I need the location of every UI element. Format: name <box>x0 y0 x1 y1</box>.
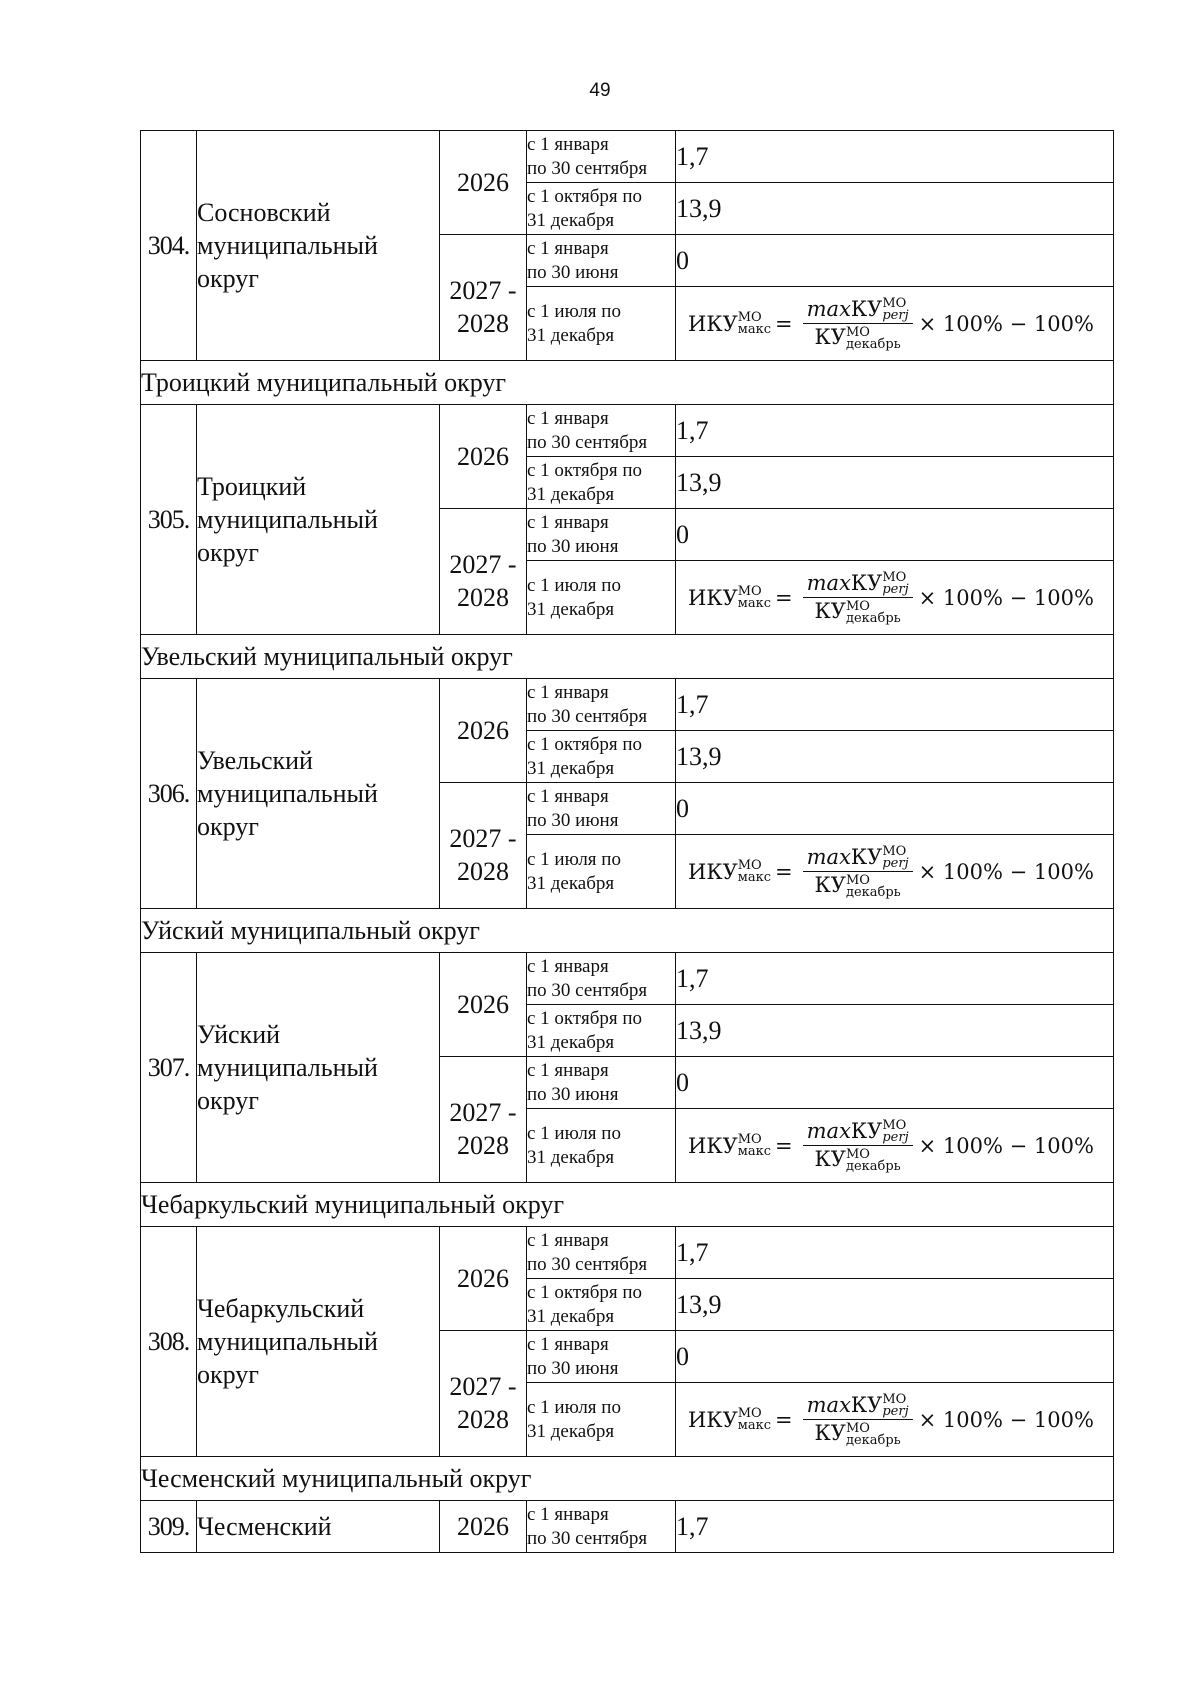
formula-lhs <box>688 1405 772 1433</box>
formula-lhs <box>688 1131 772 1159</box>
formula-lhs-symbol: ИКУ <box>688 859 738 884</box>
period-cell <box>527 1383 676 1457</box>
table-row <box>141 1501 1114 1553</box>
formula-cell <box>676 835 1114 909</box>
text-line: с 1 января <box>527 407 609 429</box>
formula-sup: МО <box>845 1420 870 1436</box>
text-line: по 30 сентября <box>527 431 648 453</box>
value-cell: 13,9 <box>676 731 1114 783</box>
formula-lhs-indices <box>737 583 772 611</box>
formula-max: max <box>806 570 851 595</box>
value-cell: 1,7 <box>676 1227 1114 1279</box>
text-line: с 1 января <box>527 785 609 807</box>
section-title: Увельский муниципальный округ <box>141 635 1114 679</box>
formula-lhs <box>688 857 772 885</box>
text-line: округ <box>197 264 259 293</box>
text-line: с 1 января <box>527 955 609 977</box>
value-cell: 13,9 <box>676 1279 1114 1331</box>
text-line: с 1 октября по <box>527 459 643 481</box>
row-number: 308. <box>141 1227 197 1457</box>
text-line: 2028 <box>457 1405 509 1434</box>
section-title: Чесменский муниципальный округ <box>141 1457 1114 1501</box>
max-index-formula <box>676 845 1113 899</box>
formula-denominator-indices <box>845 598 901 626</box>
formula-fraction <box>803 845 913 899</box>
value-cell: 0 <box>676 509 1114 561</box>
formula-numerator-indices <box>882 298 908 322</box>
formula-cell <box>676 1383 1114 1457</box>
row-number: 304. <box>141 131 197 361</box>
formula-sub: декабрь <box>845 1158 901 1174</box>
text-line: 2027 - <box>449 824 517 853</box>
text-line: по 30 сентября <box>527 705 648 727</box>
text-line: 2027 - <box>449 1372 517 1401</box>
period-cell <box>527 1057 676 1109</box>
text-line: Чебаркульский <box>197 1294 365 1323</box>
formula-lhs-indices <box>737 309 772 337</box>
formula-sup: МО <box>845 1146 870 1162</box>
period-cell <box>527 561 676 635</box>
text-line: с 1 января <box>527 681 609 703</box>
period-cell <box>527 679 676 731</box>
text-line: с 1 октября по <box>527 733 643 755</box>
text-line: с 1 января <box>527 511 609 533</box>
text-line: с 1 января <box>527 1503 609 1525</box>
formula-sup: МО <box>845 598 870 614</box>
row-number: 307. <box>141 953 197 1183</box>
period-cell <box>527 183 676 235</box>
max-index-formula <box>676 297 1113 351</box>
text-line: 31 декабря <box>527 1305 615 1327</box>
formula-denominator <box>815 598 901 625</box>
formula-ku: КУ <box>814 325 846 349</box>
table-row <box>141 1227 1114 1279</box>
formula-sub: perj <box>882 1130 909 1145</box>
tariff-index-table <box>140 130 1114 1553</box>
value-cell: 1,7 <box>676 131 1114 183</box>
text-line: 2027 - <box>449 276 517 305</box>
formula-ku: КУ <box>850 1118 883 1143</box>
text-line: Уйский <box>197 1020 281 1049</box>
text-line: с 1 января <box>527 1229 609 1251</box>
period-cell <box>527 731 676 783</box>
formula-fraction <box>803 297 913 351</box>
formula-sup: МО <box>845 324 870 340</box>
text-line: по 30 июня <box>527 1357 619 1379</box>
text-line: 31 декабря <box>527 598 615 620</box>
formula-rhs: × 100% − 100% <box>918 311 1094 336</box>
period-cell <box>527 1279 676 1331</box>
formula-ku: КУ <box>814 1147 846 1171</box>
period-cell <box>527 1109 676 1183</box>
period-cell <box>527 953 676 1005</box>
text-line: 2028 <box>457 857 509 886</box>
formula-denominator <box>815 872 901 899</box>
year-cell: 2026 <box>440 405 527 509</box>
text-line: с 1 января <box>527 1059 609 1081</box>
value-cell: 1,7 <box>676 1501 1114 1553</box>
text-line: 2027 - <box>449 1098 517 1127</box>
municipality-name <box>197 131 440 361</box>
text-line: с 1 января <box>527 237 609 259</box>
text-line: муниципальный <box>197 1053 378 1082</box>
period-cell <box>527 287 676 361</box>
formula-ku: КУ <box>850 844 883 869</box>
text-line: по 30 июня <box>527 535 619 557</box>
text-line: по 30 сентября <box>527 979 648 1001</box>
formula-sup: МО <box>737 1131 762 1147</box>
formula-sup: МО <box>882 296 907 311</box>
municipality-name <box>197 405 440 635</box>
period-cell <box>527 235 676 287</box>
formula-sub: perj <box>882 308 909 323</box>
formula-denominator <box>815 324 901 351</box>
text-line: Сосновский <box>197 198 331 227</box>
formula-denominator <box>815 1420 901 1447</box>
max-index-formula <box>676 571 1113 625</box>
formula-numerator <box>803 297 913 325</box>
text-line: по 30 сентября <box>527 157 648 179</box>
formula-sup: МО <box>882 1118 907 1133</box>
text-line: 2028 <box>457 1131 509 1160</box>
formula-sub: perj <box>882 856 909 871</box>
year-cell: 2026 <box>440 953 527 1057</box>
text-line: Троицкий <box>197 472 307 501</box>
text-line: 31 декабря <box>527 1420 615 1442</box>
period-cell <box>527 509 676 561</box>
formula-rhs: × 100% − 100% <box>918 585 1094 610</box>
formula-numerator-indices <box>882 1120 908 1144</box>
formula-lhs-symbol: ИКУ <box>688 1407 738 1432</box>
max-index-formula <box>676 1119 1113 1173</box>
formula-denominator <box>815 1146 901 1173</box>
text-line: с 1 января <box>527 1333 609 1355</box>
text-line: 31 декабря <box>527 324 615 346</box>
formula-lhs <box>688 583 772 611</box>
formula-numerator-indices <box>882 846 908 870</box>
formula-equals: = <box>775 585 793 610</box>
text-line: с 1 октября по <box>527 1007 643 1029</box>
year-range-cell <box>440 1331 527 1457</box>
year-range-cell <box>440 783 527 909</box>
formula-lhs-indices <box>737 1405 772 1433</box>
formula-ku: КУ <box>814 873 846 897</box>
text-line: округ <box>197 1086 259 1115</box>
period-cell <box>527 835 676 909</box>
formula-lhs-symbol: ИКУ <box>688 1133 738 1158</box>
period-cell <box>527 1501 676 1553</box>
formula-numerator-indices <box>882 1394 908 1418</box>
period-cell <box>527 783 676 835</box>
text-line: муниципальный <box>197 231 378 260</box>
formula-max: max <box>806 844 851 869</box>
text-line: по 30 сентября <box>527 1527 648 1549</box>
text-line: 2027 - <box>449 550 517 579</box>
formula-equals: = <box>775 311 793 336</box>
year-cell: 2026 <box>440 1501 527 1553</box>
formula-rhs: × 100% − 100% <box>918 1407 1094 1432</box>
year-range-cell <box>440 509 527 635</box>
formula-numerator <box>803 1119 913 1147</box>
period-cell <box>527 1227 676 1279</box>
section-header-row <box>141 635 1114 679</box>
row-number: 309. <box>141 1501 197 1553</box>
value-cell: 0 <box>676 783 1114 835</box>
text-line: по 30 июня <box>527 1083 619 1105</box>
formula-sub: макс <box>737 595 772 611</box>
formula-sup: МО <box>882 1392 907 1407</box>
text-line: муниципальный <box>197 505 378 534</box>
formula-sup: МО <box>737 857 762 873</box>
table-row <box>141 131 1114 183</box>
period-cell <box>527 131 676 183</box>
text-line: округ <box>197 812 259 841</box>
value-cell: 0 <box>676 1331 1114 1383</box>
formula-sup: МО <box>737 309 762 325</box>
formula-denominator-indices <box>845 1420 901 1448</box>
section-title: Троицкий муниципальный округ <box>141 361 1114 405</box>
text-line: с 1 октября по <box>527 1281 643 1303</box>
formula-lhs-indices <box>737 857 772 885</box>
formula-numerator-indices <box>882 572 908 596</box>
formula-sup: МО <box>737 1405 762 1421</box>
value-cell: 0 <box>676 1057 1114 1109</box>
formula-lhs-indices <box>737 1131 772 1159</box>
formula-sub: декабрь <box>845 1432 901 1448</box>
value-cell: 1,7 <box>676 405 1114 457</box>
formula-denominator-indices <box>845 1146 901 1174</box>
formula-equals: = <box>775 1133 793 1158</box>
section-title: Чебаркульский муниципальный округ <box>141 1183 1114 1227</box>
formula-ku: КУ <box>850 296 883 321</box>
period-cell <box>527 1331 676 1383</box>
text-line: с 1 января <box>527 133 609 155</box>
formula-lhs-symbol: ИКУ <box>688 585 738 610</box>
formula-cell <box>676 1109 1114 1183</box>
text-line: муниципальный <box>197 1327 378 1356</box>
text-line: муниципальный <box>197 779 378 808</box>
value-cell: 13,9 <box>676 183 1114 235</box>
formula-numerator <box>803 571 913 599</box>
formula-sub: макс <box>737 1143 772 1159</box>
formula-sub: макс <box>737 1417 772 1433</box>
formula-sup: МО <box>882 570 907 585</box>
formula-lhs <box>688 309 772 337</box>
text-line: 2028 <box>457 583 509 612</box>
row-number: 305. <box>141 405 197 635</box>
formula-equals: = <box>775 859 793 884</box>
text-line: 31 декабря <box>527 757 615 779</box>
formula-ku: КУ <box>850 1392 883 1417</box>
text-line: с 1 июля по <box>527 1122 621 1144</box>
formula-equals: = <box>775 1407 793 1432</box>
table-row <box>141 679 1114 731</box>
formula-fraction <box>803 1393 913 1447</box>
municipality-name <box>197 679 440 909</box>
formula-sub: perj <box>882 1404 909 1419</box>
text-line: по 30 июня <box>527 809 619 831</box>
year-cell: 2026 <box>440 679 527 783</box>
text-line: по 30 сентября <box>527 1253 648 1275</box>
table-row <box>141 405 1114 457</box>
value-cell: 13,9 <box>676 1005 1114 1057</box>
formula-sub: perj <box>882 582 909 597</box>
text-line: с 1 июля по <box>527 1396 621 1418</box>
formula-ku: КУ <box>814 599 846 623</box>
formula-sub: декабрь <box>845 610 901 626</box>
text-line: 31 декабря <box>527 1031 615 1053</box>
formula-cell <box>676 561 1114 635</box>
page-number: 49 <box>589 80 611 101</box>
formula-max: max <box>806 1392 851 1417</box>
text-line: с 1 июля по <box>527 300 621 322</box>
max-index-formula <box>676 1393 1113 1447</box>
period-cell <box>527 457 676 509</box>
municipality-name <box>197 1227 440 1457</box>
formula-sub: макс <box>737 869 772 885</box>
period-cell <box>527 405 676 457</box>
text-line: 31 декабря <box>527 1146 615 1168</box>
value-cell: 1,7 <box>676 679 1114 731</box>
formula-ku: КУ <box>850 570 883 595</box>
formula-fraction <box>803 571 913 625</box>
year-range-cell <box>440 1057 527 1183</box>
formula-sub: макс <box>737 321 772 337</box>
formula-sub: декабрь <box>845 884 901 900</box>
text-line: по 30 июня <box>527 261 619 283</box>
section-header-row <box>141 1457 1114 1501</box>
year-cell: 2026 <box>440 131 527 235</box>
formula-fraction <box>803 1119 913 1173</box>
formula-ku: КУ <box>814 1421 846 1445</box>
year-range-cell <box>440 235 527 361</box>
formula-max: max <box>806 296 851 321</box>
text-line: округ <box>197 538 259 567</box>
text-line: с 1 июля по <box>527 848 621 870</box>
formula-denominator-indices <box>845 324 901 352</box>
formula-sub: декабрь <box>845 336 901 352</box>
value-cell: 13,9 <box>676 457 1114 509</box>
formula-sup: МО <box>882 844 907 859</box>
formula-lhs-symbol: ИКУ <box>688 311 738 336</box>
value-cell: 0 <box>676 235 1114 287</box>
section-header-row <box>141 1183 1114 1227</box>
formula-numerator <box>803 845 913 873</box>
formula-rhs: × 100% − 100% <box>918 1133 1094 1158</box>
formula-rhs: × 100% − 100% <box>918 859 1094 884</box>
formula-sup: МО <box>845 872 870 888</box>
text-line: с 1 октября по <box>527 185 643 207</box>
formula-numerator <box>803 1393 913 1421</box>
text-line: 31 декабря <box>527 483 615 505</box>
table-row <box>141 953 1114 1005</box>
municipality-name: Чесменский <box>197 1501 440 1553</box>
formula-sup: МО <box>737 583 762 599</box>
section-header-row <box>141 909 1114 953</box>
municipality-name <box>197 953 440 1183</box>
formula-cell <box>676 287 1114 361</box>
year-cell: 2026 <box>440 1227 527 1331</box>
value-cell: 1,7 <box>676 953 1114 1005</box>
text-line: 2028 <box>457 309 509 338</box>
text-line: 31 декабря <box>527 872 615 894</box>
section-title: Уйский муниципальный округ <box>141 909 1114 953</box>
formula-max: max <box>806 1118 851 1143</box>
text-line: Увельский <box>197 746 313 775</box>
formula-denominator-indices <box>845 872 901 900</box>
row-number: 306. <box>141 679 197 909</box>
section-header-row <box>141 361 1114 405</box>
text-line: с 1 июля по <box>527 574 621 596</box>
period-cell <box>527 1005 676 1057</box>
text-line: округ <box>197 1360 259 1389</box>
text-line: 31 декабря <box>527 209 615 231</box>
